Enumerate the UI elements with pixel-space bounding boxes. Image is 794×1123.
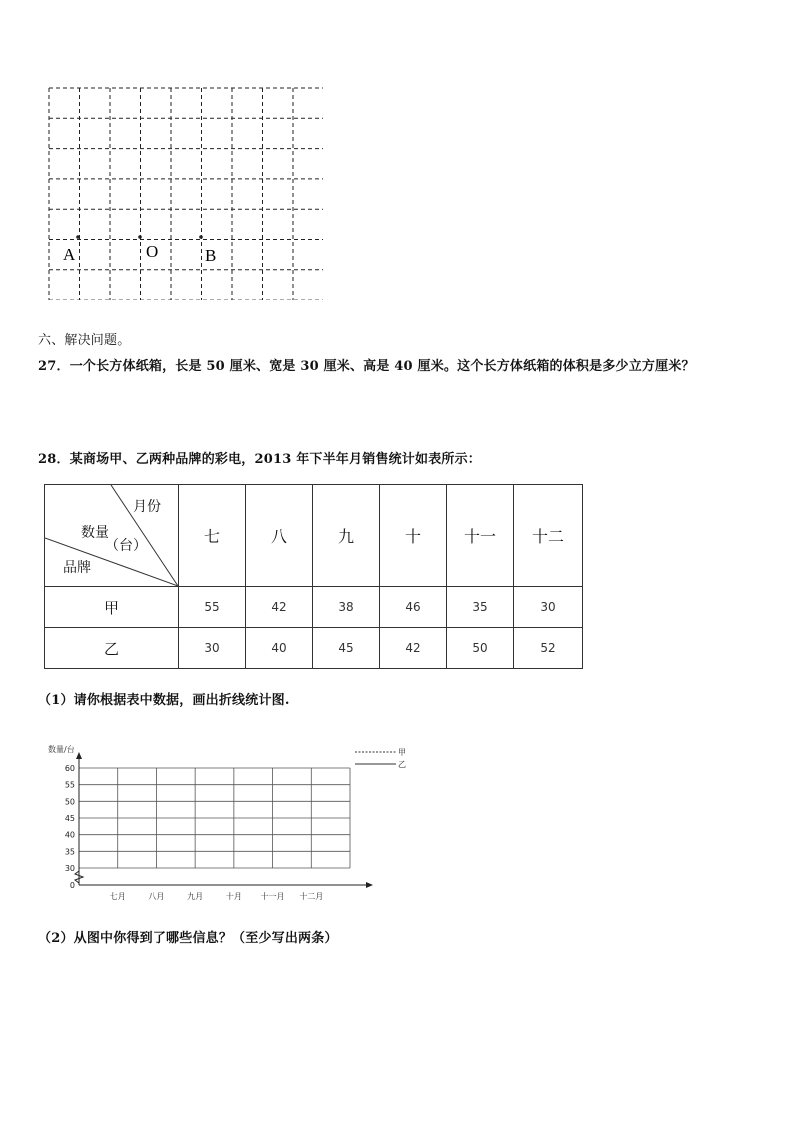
grid-svg [48, 87, 323, 300]
sub-question-1: （1）请你根据表中数据，画出折线统计图. [38, 693, 290, 708]
value-cell: 45 [313, 628, 380, 669]
x-category-label: 十二月 [299, 892, 324, 901]
chart-legend [355, 748, 406, 769]
value-cell: 40 [246, 628, 313, 669]
x-category-label: 九月 [187, 892, 204, 901]
sub-question-2: （2）从图中你得到了哪些信息？（至少写出两条） [38, 931, 338, 946]
point-b-label: B [205, 246, 217, 265]
y-tick-label: 55 [64, 780, 75, 790]
month-header: 九 [313, 485, 380, 587]
y-axis-label: 数量/台 [48, 745, 75, 754]
y-tick-label: 35 [64, 847, 75, 857]
sales-table [44, 484, 583, 669]
coordinate-grid [48, 87, 323, 300]
value-cell: 30 [179, 628, 246, 669]
x-category-label: 十月 [225, 892, 242, 901]
value-cell: 30 [514, 587, 583, 628]
table-header-row [45, 485, 583, 587]
value-cell: 52 [514, 628, 583, 669]
corner-unit: （台） [105, 538, 147, 554]
point-o-label: O [146, 242, 159, 261]
y-tick-label: 45 [64, 814, 75, 823]
table-row [45, 587, 583, 628]
corner-month: 月份 [133, 499, 161, 515]
x-axis-arrow [366, 882, 373, 888]
question-28: 28．某商场甲、乙两种品牌的彩电，2013 年下半年月销售统计如表所示： [38, 452, 481, 467]
x-category-label: 七月 [109, 892, 126, 901]
y-tick-label: 30 [64, 864, 75, 873]
point-a-dot [76, 235, 80, 239]
brand-cell: 乙 [45, 628, 179, 669]
value-cell: 55 [179, 587, 246, 628]
y-tick-label: 0 [69, 881, 75, 890]
value-cell: 46 [380, 587, 447, 628]
question-27: 27．一个长方体纸箱，长是 50 厘米、宽是 30 厘米、高是 40 厘米。这个长方体纸箱的体积是多少立方厘米？ [38, 359, 695, 374]
y-axis-arrow [76, 752, 82, 759]
month-header: 八 [246, 485, 313, 587]
table-row [45, 628, 583, 669]
brand-cell: 甲 [45, 587, 179, 628]
corner-quantity: 数量 [81, 525, 109, 541]
point-a-label: A [63, 245, 76, 264]
month-header: 十一 [447, 485, 514, 587]
legend-label: 甲 [398, 748, 406, 757]
value-cell: 42 [380, 628, 447, 669]
point-b-dot [199, 235, 203, 239]
legend-label: 乙 [398, 760, 406, 769]
y-tick-label: 60 [64, 764, 75, 773]
month-header: 十 [380, 485, 447, 587]
month-header: 十二 [514, 485, 583, 587]
chart-svg [48, 742, 410, 912]
y-tick-label: 40 [64, 830, 75, 840]
chart-gridlines [79, 768, 350, 868]
value-cell: 38 [313, 587, 380, 628]
chart-y-ticks [65, 764, 75, 890]
month-header: 七 [179, 485, 246, 587]
chart-x-categories [110, 891, 324, 901]
value-cell: 50 [447, 628, 514, 669]
line-chart [48, 742, 410, 912]
x-category-label: 十一月 [260, 892, 285, 901]
y-tick-label: 50 [64, 797, 75, 807]
corner-brand: 品牌 [63, 560, 91, 576]
value-cell: 35 [447, 587, 514, 628]
value-cell: 42 [246, 587, 313, 628]
x-category-label: 八月 [148, 892, 165, 901]
diagonal-header-cell [45, 485, 179, 587]
section-title: 六、解决问题。 [38, 333, 131, 348]
point-o-dot [138, 235, 142, 239]
